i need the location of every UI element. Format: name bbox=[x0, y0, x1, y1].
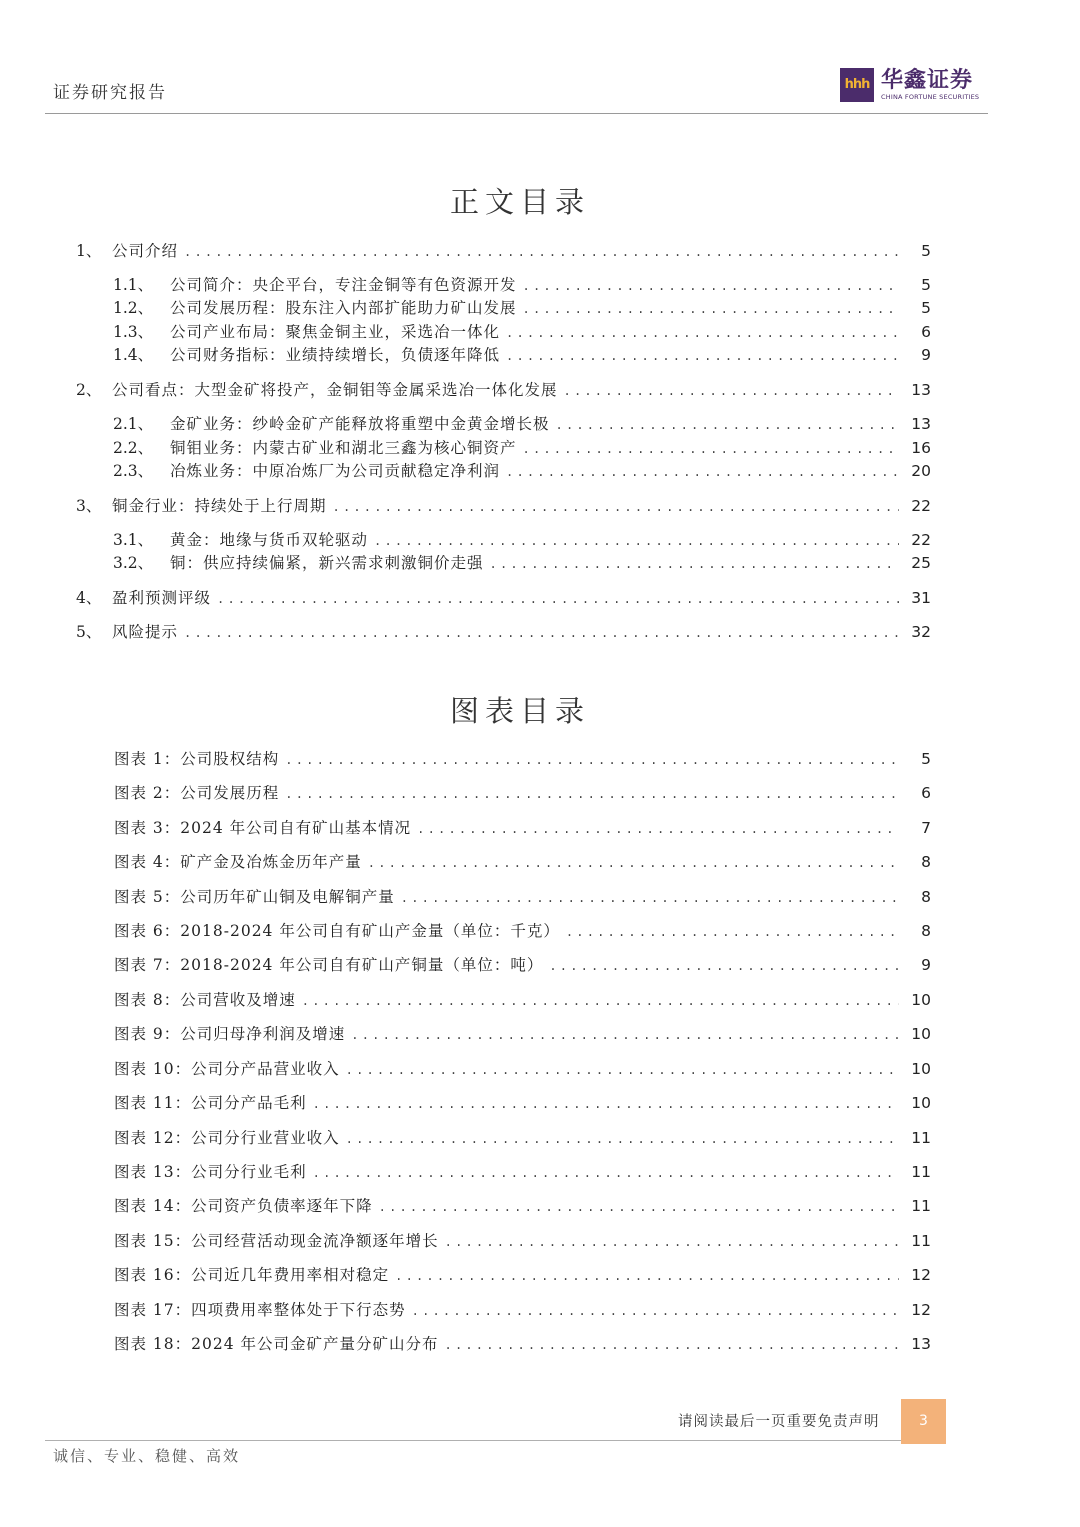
toc-title: 正文目录 bbox=[449, 185, 590, 219]
figure-entry[interactable] bbox=[114, 1023, 931, 1045]
figure-entry-page: 7 bbox=[921, 819, 931, 837]
toc-entry[interactable] bbox=[113, 274, 931, 296]
toc-leader-dots bbox=[445, 1334, 899, 1356]
toc-entry-page: 25 bbox=[911, 554, 931, 572]
figure-entry-text: 图表 1：公司股权结构 bbox=[114, 750, 280, 768]
figure-entry-page: 11 bbox=[911, 1163, 931, 1181]
toc-leader-dots bbox=[285, 783, 899, 805]
toc-entry-text: 公司介绍 bbox=[112, 242, 179, 260]
toc-entry-number: 5、 bbox=[76, 623, 102, 641]
toc-entry-number: 2.2、 bbox=[113, 439, 154, 457]
toc-entry-number: 2.1、 bbox=[113, 415, 154, 433]
toc-leader-dots bbox=[556, 414, 899, 436]
figure-entry-page: 10 bbox=[911, 991, 931, 1009]
toc-entry[interactable] bbox=[113, 297, 931, 319]
toc-leader-dots bbox=[379, 1196, 899, 1218]
toc-leader-dots bbox=[523, 275, 899, 297]
figure-entry-page: 8 bbox=[921, 888, 931, 906]
toc-entry-page: 6 bbox=[921, 323, 931, 341]
toc-entry[interactable] bbox=[76, 621, 931, 643]
toc-leader-dots bbox=[506, 461, 899, 483]
figures-title: 图表目录 bbox=[449, 694, 590, 728]
toc-entry-page: 16 bbox=[911, 439, 931, 457]
toc-entry-text: 公司简介：央企平台，专注金铜等有色资源开发 bbox=[170, 276, 517, 294]
toc-entry[interactable] bbox=[113, 344, 931, 366]
toc-entry[interactable] bbox=[113, 529, 931, 551]
toc-entry-text: 铜钼业务：内蒙古矿业和湖北三鑫为核心铜资产 bbox=[170, 439, 517, 457]
toc-entry-text: 金矿业务：纱岭金矿产能释放将重塑中金黄金增长极 bbox=[170, 415, 550, 433]
figure-entry[interactable] bbox=[114, 989, 931, 1011]
toc-entry-number: 3.1、 bbox=[113, 531, 154, 549]
figure-entry-text: 图表 10：公司分产品营业收入 bbox=[114, 1060, 340, 1078]
toc-entry-text: 公司产业布局：聚焦金铜主业，采选冶一体化 bbox=[170, 323, 501, 341]
toc-leader-dots bbox=[564, 380, 899, 402]
toc-entry[interactable] bbox=[76, 379, 931, 401]
toc-leader-dots bbox=[184, 241, 899, 263]
figure-entry[interactable] bbox=[114, 1058, 931, 1080]
figure-entry[interactable] bbox=[114, 1195, 931, 1217]
figure-entry[interactable] bbox=[114, 1127, 931, 1149]
report-type-label: 证券研究报告 bbox=[53, 83, 167, 103]
disclaimer-notice: 请阅读最后一页重要免责声明 bbox=[678, 1414, 880, 1430]
toc-entry-page: 9 bbox=[921, 346, 931, 364]
toc-leader-dots bbox=[346, 1128, 899, 1150]
toc-entry-number: 1、 bbox=[76, 242, 102, 260]
toc-entry[interactable] bbox=[113, 552, 931, 574]
toc-entry[interactable] bbox=[113, 460, 931, 482]
figure-entry-page: 12 bbox=[911, 1266, 931, 1284]
figure-entry-text: 图表 4：矿产金及冶炼金历年产量 bbox=[114, 853, 362, 871]
figure-entry-text: 图表 14：公司资产负债率逐年下降 bbox=[114, 1197, 373, 1215]
toc-leader-dots bbox=[217, 588, 899, 610]
figure-entry-page: 11 bbox=[911, 1197, 931, 1215]
figure-entry-text: 图表 16：公司近几年费用率相对稳定 bbox=[114, 1266, 390, 1284]
toc-leader-dots bbox=[313, 1093, 899, 1115]
figure-entry[interactable] bbox=[114, 1333, 931, 1355]
toc-entry-page: 32 bbox=[911, 623, 931, 641]
toc-leader-dots bbox=[523, 438, 899, 460]
figure-entry[interactable] bbox=[114, 1264, 931, 1286]
page-number: 3 bbox=[901, 1399, 946, 1444]
toc-leader-dots bbox=[351, 1024, 899, 1046]
figure-entry[interactable] bbox=[114, 886, 931, 908]
figure-entry-text: 图表 2：公司发展历程 bbox=[114, 784, 280, 802]
toc-entry-page: 22 bbox=[911, 531, 931, 549]
toc-entry-number: 1.1、 bbox=[113, 276, 154, 294]
toc-entry-page: 22 bbox=[911, 497, 931, 515]
toc-entry-number: 1.4、 bbox=[113, 346, 154, 364]
toc-leader-dots bbox=[445, 1231, 899, 1253]
figure-entry-page: 9 bbox=[921, 956, 931, 974]
figure-entry-page: 13 bbox=[911, 1335, 931, 1353]
figure-entry-page: 10 bbox=[911, 1060, 931, 1078]
toc-leader-dots bbox=[523, 298, 899, 320]
toc-entry-page: 13 bbox=[911, 415, 931, 433]
toc-leader-dots bbox=[490, 553, 899, 575]
toc-entry-number: 2.3、 bbox=[113, 462, 154, 480]
figure-entry-text: 图表 17：四项费用率整体处于下行态势 bbox=[114, 1301, 406, 1319]
figure-entry-page: 11 bbox=[911, 1232, 931, 1250]
figure-entry-text: 图表 6：2018-2024 年公司自有矿山产金量（单位：千克） bbox=[114, 922, 560, 940]
toc-leader-dots bbox=[184, 622, 899, 644]
company-motto: 诚信、专业、稳健、高效 bbox=[53, 1447, 241, 1465]
figure-entry-text: 图表 11：公司分产品毛利 bbox=[114, 1094, 307, 1112]
figure-entry-text: 图表 13：公司分行业毛利 bbox=[114, 1163, 307, 1181]
toc-entry-text: 风险提示 bbox=[112, 623, 179, 641]
toc-entry[interactable] bbox=[113, 413, 931, 435]
toc-leader-dots bbox=[506, 345, 899, 367]
toc-leader-dots bbox=[333, 496, 899, 518]
toc-entry-text: 铜：供应持续偏紧，新兴需求刺激铜价走强 bbox=[170, 554, 484, 572]
toc-entry-text: 公司财务指标：业绩持续增长，负债逐年降低 bbox=[170, 346, 501, 364]
toc-entry[interactable] bbox=[76, 587, 931, 609]
figure-entry[interactable] bbox=[114, 1092, 931, 1114]
toc-leader-dots bbox=[374, 530, 899, 552]
figure-entry-text: 图表 5：公司历年矿山铜及电解铜产量 bbox=[114, 888, 395, 906]
figure-entry[interactable] bbox=[114, 954, 931, 976]
toc-entry-page: 31 bbox=[911, 589, 931, 607]
figure-entry-text: 图表 7：2018-2024 年公司自有矿山产铜量（单位：吨） bbox=[114, 956, 544, 974]
toc-entry-number: 4、 bbox=[76, 589, 102, 607]
toc-entry-number: 1.3、 bbox=[113, 323, 154, 341]
toc-leader-dots bbox=[313, 1162, 899, 1184]
figure-entry-page: 11 bbox=[911, 1129, 931, 1147]
figure-entry[interactable] bbox=[114, 920, 931, 942]
toc-leader-dots bbox=[368, 852, 899, 874]
figure-entry-text: 图表 18：2024 年公司金矿产量分矿山分布 bbox=[114, 1335, 439, 1353]
logo-mark-icon: hhh bbox=[840, 68, 874, 102]
toc-entry-page: 5 bbox=[921, 242, 931, 260]
toc-entry-page: 5 bbox=[921, 276, 931, 294]
figure-entry-text: 图表 12：公司分行业营业收入 bbox=[114, 1129, 340, 1147]
toc-leader-dots bbox=[412, 1300, 899, 1322]
company-logo bbox=[840, 68, 979, 102]
figure-entry[interactable] bbox=[114, 1299, 931, 1321]
figure-entry-text: 图表 8：公司营收及增速 bbox=[114, 991, 296, 1009]
toc-entry-page: 5 bbox=[921, 299, 931, 317]
toc-entry-page: 20 bbox=[911, 462, 931, 480]
figure-entry[interactable] bbox=[114, 782, 931, 804]
toc-entry-text: 黄金：地缘与货币双轮驱动 bbox=[170, 531, 369, 549]
figure-entry-page: 8 bbox=[921, 922, 931, 940]
figure-entry-page: 8 bbox=[921, 853, 931, 871]
toc-entry-number: 3、 bbox=[76, 497, 102, 515]
toc-leader-dots bbox=[302, 990, 899, 1012]
figure-entry-page: 10 bbox=[911, 1025, 931, 1043]
figure-entry-page: 12 bbox=[911, 1301, 931, 1319]
figure-entry[interactable] bbox=[114, 1230, 931, 1252]
toc-leader-dots bbox=[506, 322, 899, 344]
header-divider bbox=[45, 113, 988, 114]
figure-entry-text: 图表 15：公司经营活动现金流净额逐年增长 bbox=[114, 1232, 439, 1250]
figure-entry[interactable] bbox=[114, 1161, 931, 1183]
toc-entry-text: 公司看点：大型金矿将投产，金铜钼等金属采选冶一体化发展 bbox=[112, 381, 558, 399]
toc-leader-dots bbox=[285, 749, 899, 771]
logo-english-name: CHINA FORTUNE SECURITIES bbox=[881, 92, 980, 101]
toc-leader-dots bbox=[401, 887, 899, 909]
figure-entry[interactable] bbox=[114, 851, 931, 873]
figure-entry-page: 6 bbox=[921, 784, 931, 802]
figure-entry-text: 图表 9：公司归母净利润及增速 bbox=[114, 1025, 346, 1043]
toc-entry-number: 2、 bbox=[76, 381, 102, 399]
toc-entry-text: 公司发展历程：股东注入内部扩能助力矿山发展 bbox=[170, 299, 517, 317]
figure-entry-page: 5 bbox=[921, 750, 931, 768]
toc-entry[interactable] bbox=[76, 240, 931, 262]
figure-entry-text: 图表 3：2024 年公司自有矿山基本情况 bbox=[114, 819, 412, 837]
toc-entry[interactable] bbox=[113, 437, 931, 459]
toc-entry-number: 3.2、 bbox=[113, 554, 154, 572]
toc-entry-text: 冶炼业务：中原冶炼厂为公司贡献稳定净利润 bbox=[170, 462, 501, 480]
toc-leader-dots bbox=[346, 1059, 899, 1081]
toc-entry[interactable] bbox=[76, 495, 931, 517]
toc-leader-dots bbox=[549, 955, 899, 977]
figure-entry-page: 10 bbox=[911, 1094, 931, 1112]
logo-chinese-name: 华鑫证券 bbox=[881, 67, 974, 93]
toc-entry-page: 13 bbox=[911, 381, 931, 399]
toc-leader-dots bbox=[395, 1265, 899, 1287]
toc-entry[interactable] bbox=[113, 321, 931, 343]
toc-leader-dots bbox=[566, 921, 899, 943]
toc-leader-dots bbox=[417, 818, 899, 840]
toc-entry-number: 1.2、 bbox=[113, 299, 154, 317]
toc-entry-text: 盈利预测评级 bbox=[112, 589, 212, 607]
figure-entry[interactable] bbox=[114, 748, 931, 770]
figure-entry[interactable] bbox=[114, 817, 931, 839]
toc-entry-text: 铜金行业：持续处于上行周期 bbox=[112, 497, 327, 515]
footer-divider bbox=[45, 1440, 901, 1441]
